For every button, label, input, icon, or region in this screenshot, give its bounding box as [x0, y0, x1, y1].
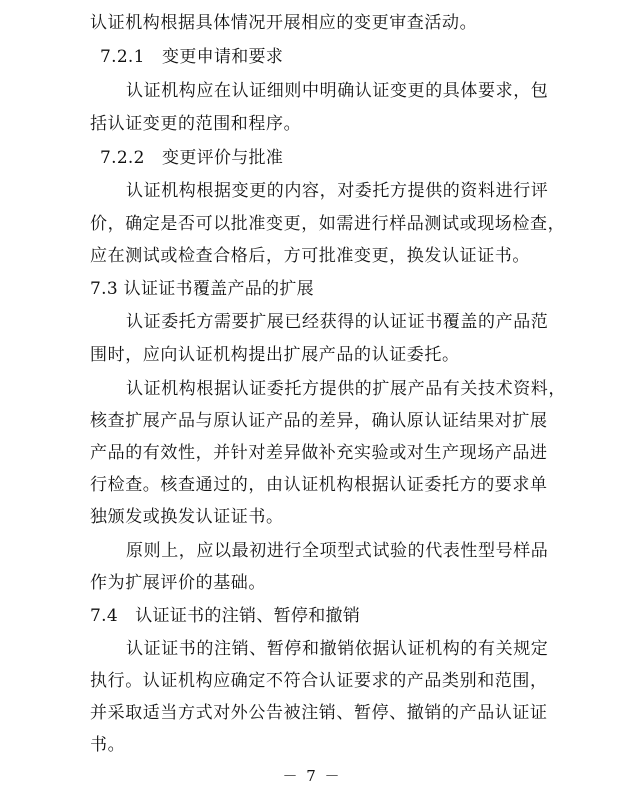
- text-line: 并采取适当方式对外公告被注销、暂停、撤销的产品认证证: [90, 703, 548, 723]
- text-line: 执行。认证机构应确定不符合认证要求的产品类别和范围，: [90, 671, 548, 691]
- section-heading-7-4: 7.4 认证证书的注销、暂停和撤销: [90, 606, 361, 626]
- text-line: 认证证书的注销、暂停和撤销依据认证机构的有关规定: [126, 639, 549, 659]
- text-line: 认证机构应在认证细则中明确认证变更的具体要求，包: [126, 81, 549, 101]
- text-line: 价，确定是否可以批准变更，如需进行样品测试或现场检查，: [90, 214, 566, 234]
- text-line: 认证机构根据具体情况开展相应的变更审查活动。: [90, 13, 478, 33]
- section-heading-7-3: 7.3 认证证书覆盖产品的扩展: [90, 279, 314, 299]
- text-line: 认证机构根据认证委托方提供的扩展产品有关技术资料，: [126, 379, 566, 399]
- text-line: 认证委托方需要扩展已经获得的认证证书覆盖的产品范: [126, 312, 549, 332]
- text-line: 认证机构根据变更的内容，对委托方提供的资料进行评: [126, 181, 549, 201]
- section-heading-7-2-2: 7.2.2 变更评价与批准: [100, 148, 284, 168]
- text-line: 产品的有效性，并针对差异做补充实验或对生产现场产品进: [90, 443, 548, 463]
- text-line: 行检查。核查通过的，由认证机构根据认证委托方的要求单: [90, 475, 548, 495]
- text-line: 书。: [90, 735, 126, 755]
- text-line: 核查扩展产品与原认证产品的差异，确认原认证结果对扩展: [90, 411, 548, 431]
- section-heading-7-2-1: 7.2.1 变更申请和要求: [100, 47, 284, 67]
- text-line: 围时，应向认证机构提出扩展产品的认证委托。: [90, 345, 460, 365]
- text-line: 原则上，应以最初进行全项型式试验的代表性型号样品: [126, 541, 549, 561]
- text-line: 应在测试或检查合格后，方可批准变更，换发认证证书。: [90, 246, 530, 266]
- text-line: 独颁发或换发认证证书。: [90, 507, 284, 527]
- text-line: 作为扩展评价的基础。: [90, 573, 266, 593]
- text-line: 括认证变更的范围和程序。: [90, 114, 302, 134]
- page-number: － 7 －: [282, 767, 342, 785]
